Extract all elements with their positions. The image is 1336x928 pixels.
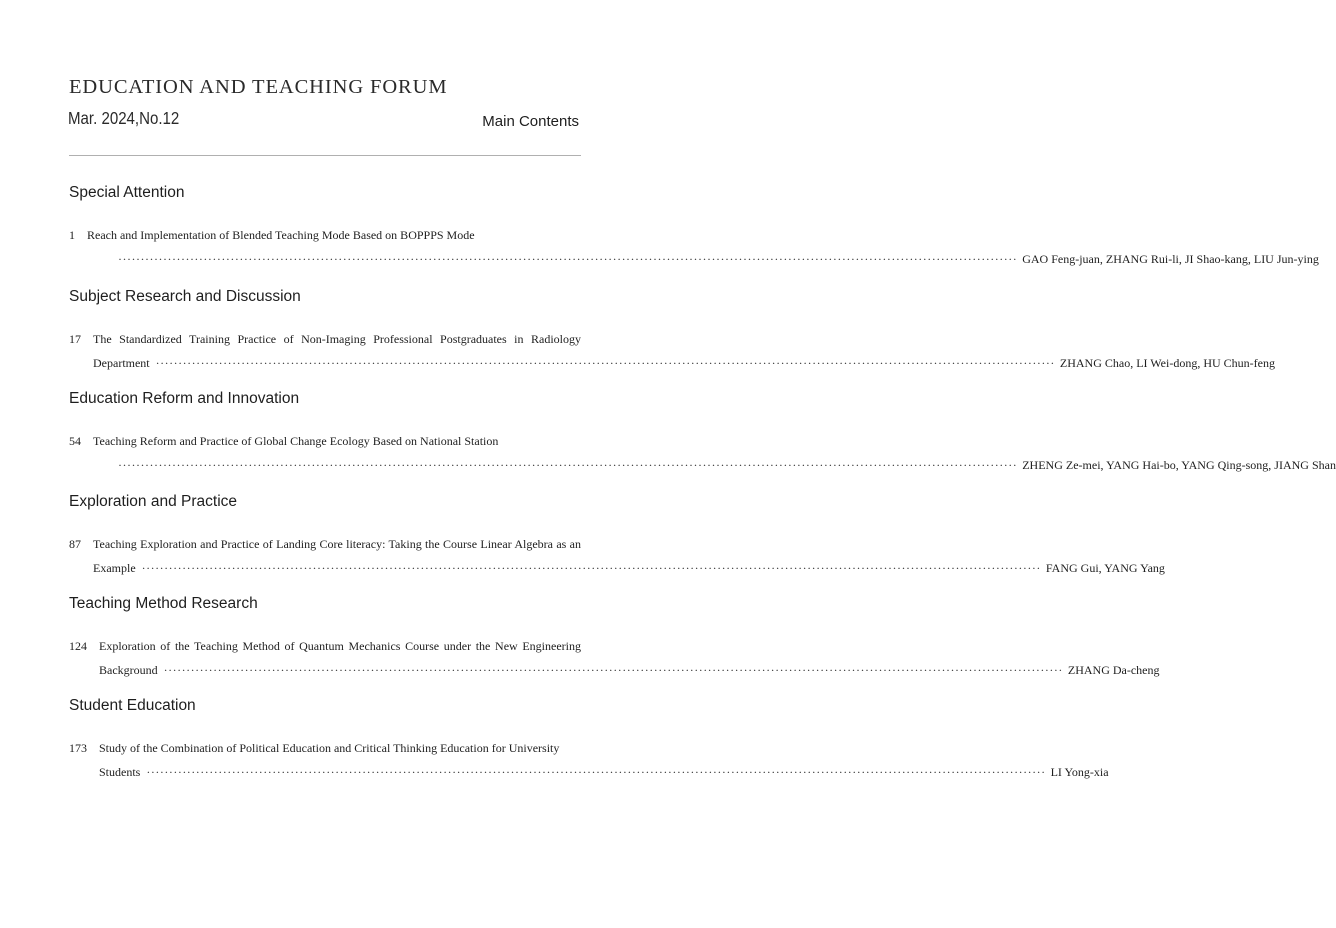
entry-title-line [69,332,581,348]
entry-title-continuation: Example [93,561,136,575]
section-title: Exploration and Practice [69,493,238,510]
entry-author-line [99,765,1109,780]
entry-authors: LI Yong-xia [1050,765,1109,779]
section-title: Special Attention [69,184,185,201]
entry-page-number: 173 [69,741,87,755]
entry-page-number: 17 [69,332,81,346]
contents-heading: Main Contents [482,113,579,130]
entry-authors: ZHENG Ze-mei, YANG Hai-bo, YANG Qing-song, JIANG Shan [1022,458,1336,472]
entry-authors: GAO Feng-juan, ZHANG Rui-li, JI Shao-kang, LIU Jun-ying [1022,252,1319,266]
dot-leader: ········································································································································································································ [141,561,1041,575]
section-title: Subject Research and Discussion [69,288,301,305]
dot-leader: ········································································································································································································ [155,356,1055,370]
entry-title-continuation: Department [93,356,150,370]
entry-author-line [118,252,1319,267]
entry-title-continuation: Background [99,663,158,677]
entry-author-line [99,663,1160,678]
section-title: Student Education [69,697,196,714]
entry-title-line [69,228,581,243]
entry-author-line [93,356,1275,371]
entry-author-line [93,561,1165,576]
dot-leader: ········································································································································································································ [118,252,1018,266]
entry-title-line [69,537,581,553]
dot-leader: ········································································································································································································ [163,663,1063,677]
entry-title: Study of the Combination of Political Education and Critical Thinking Education for University [99,741,560,755]
entry-title-continuation: Students [99,765,141,779]
entry-title: Teaching Exploration and Practice of Landing Core literacy: Taking the Course Linear Algebra as an [93,537,581,551]
entry-title-line [69,639,581,655]
dot-leader: ········································································································································································································ [118,458,1018,472]
entry-title-line [69,434,581,449]
dot-leader: ········································································································································································································ [146,765,1046,779]
issue-date: Mar. 2024,No.12 [68,108,180,128]
entry-page-number: 124 [69,639,87,653]
entry-title: Reach and Implementation of Blended Teaching Mode Based on BOPPPS Mode [87,228,475,242]
section-title: Education Reform and Innovation [69,390,300,407]
entry-page-number: 1 [69,228,75,242]
entry-title-line [69,741,581,756]
header-divider [69,155,581,156]
entry-title: The Standardized Training Practice of Non-Imaging Professional Postgraduates in Radiology [93,332,581,346]
section-title: Teaching Method Research [69,595,258,612]
entry-title: Teaching Reform and Practice of Global Change Ecology Based on National Station [93,434,499,448]
entry-authors: ZHANG Da-cheng [1067,663,1160,677]
journal-title: EDUCATION AND TEACHING FORUM [69,76,448,98]
entry-title: Exploration of the Teaching Method of Quantum Mechanics Course under the New Engineering [99,639,581,653]
entry-page-number: 54 [69,434,81,448]
entry-page-number: 87 [69,537,81,551]
entry-authors: ZHANG Chao, LI Wei-dong, HU Chun-feng [1059,356,1275,370]
entry-authors: FANG Gui, YANG Yang [1045,561,1165,575]
entry-author-line [118,458,1336,473]
